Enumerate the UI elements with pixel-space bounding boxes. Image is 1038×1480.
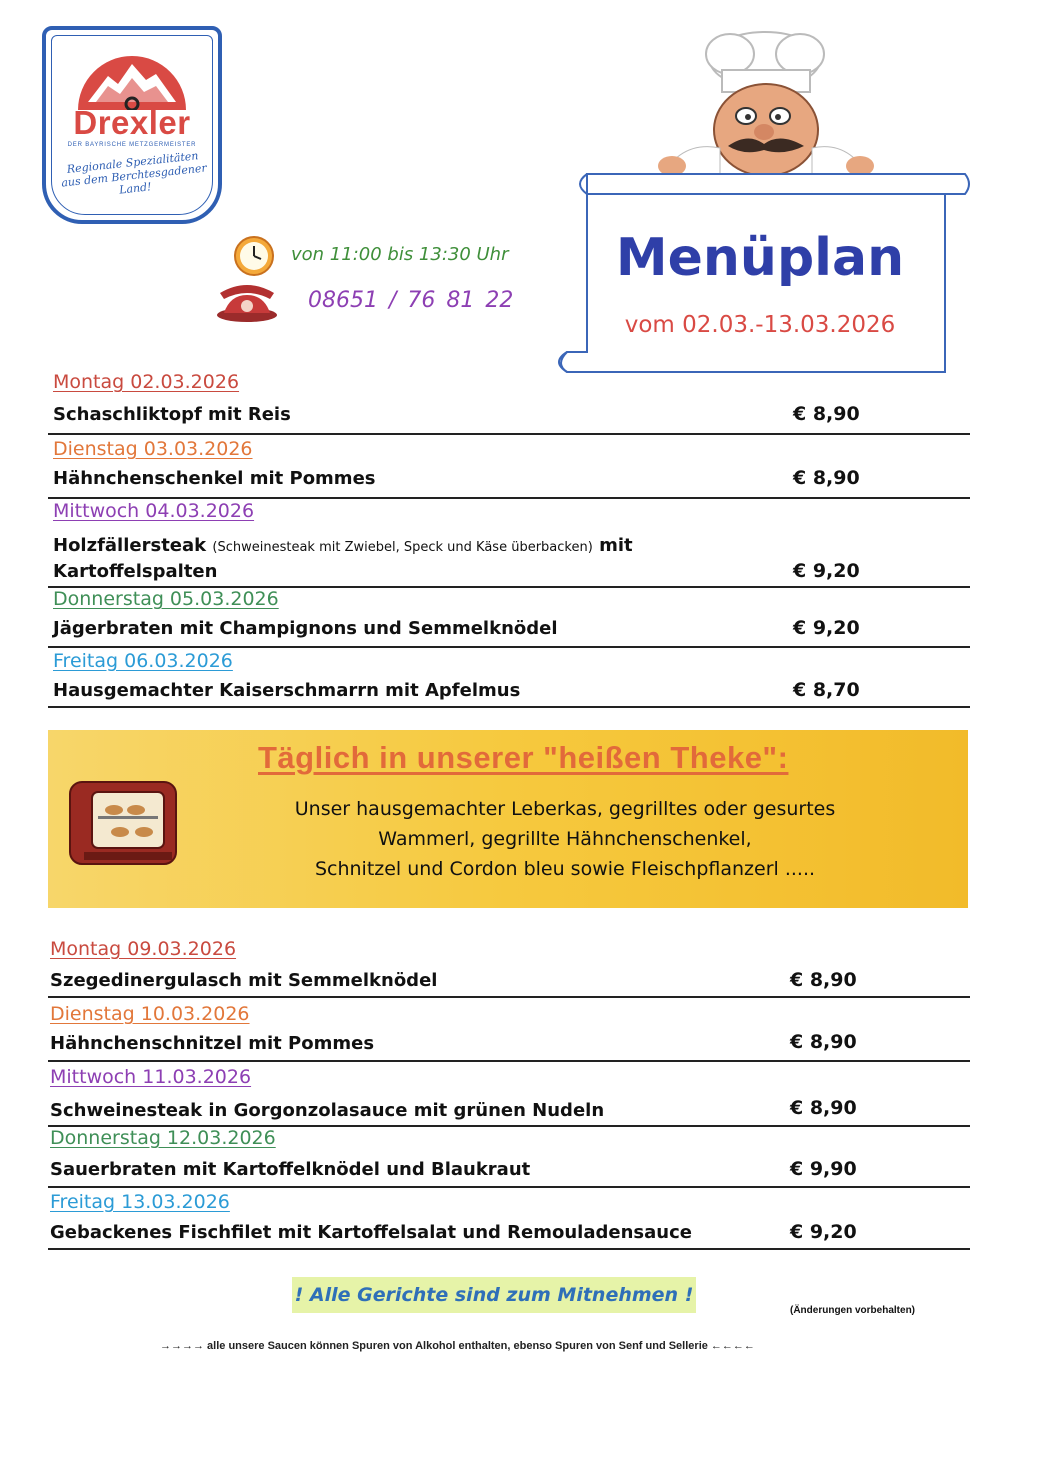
row-divider <box>48 706 970 708</box>
dish-continuation: mit <box>599 535 633 556</box>
day-heading: Montag 09.03.2026 <box>50 938 237 960</box>
logo-tagline: Regionale Spezialitäten aus dem Berchtesgadener Land! <box>60 149 208 197</box>
dish-name: Jägerbraten mit Champignons und Semmelknödel <box>53 618 558 639</box>
row-divider <box>48 497 970 499</box>
chef-icon <box>620 20 910 180</box>
hot-counter-title: Täglich in unserer "heißen Theke": <box>258 740 789 775</box>
dish-name: Gebackenes Fischfilet mit Kartoffelsalat und Remouladensauce <box>50 1222 692 1243</box>
row-divider <box>48 1186 970 1188</box>
day-heading: Dienstag 10.03.2026 <box>50 1003 250 1025</box>
day-heading: Mittwoch 04.03.2026 <box>53 500 255 522</box>
day-heading: Freitag 13.03.2026 <box>50 1191 230 1213</box>
dish-price: € 9,20 <box>790 1221 857 1243</box>
dish-name-line2: Kartoffelspalten <box>53 561 218 582</box>
day-heading: Dienstag 03.03.2026 <box>53 438 253 460</box>
date-range: vom 02.03.-13.03.2026 <box>624 312 896 338</box>
dish-price: € 8,70 <box>793 679 860 701</box>
dish-name: Szegedinergulasch mit Semmelknödel <box>50 970 438 991</box>
day-heading: Montag 02.03.2026 <box>53 371 240 393</box>
row-divider <box>48 996 970 998</box>
dish-price: € 8,90 <box>790 1031 857 1053</box>
allergen-notice: →→→→ alle unsere Saucen können Spuren von Alkohol enthalten, ebenso Spuren von Senf und Sellerie ←←←← <box>160 1340 755 1352</box>
phone-number[interactable]: 08651 / 76 81 22 <box>308 288 514 313</box>
dish-price: € 8,90 <box>793 403 860 425</box>
dish-price: € 9,90 <box>790 1158 857 1180</box>
day-heading: Mittwoch 11.03.2026 <box>50 1066 252 1088</box>
day-heading: Freitag 06.03.2026 <box>53 650 233 672</box>
day-heading: Donnerstag 05.03.2026 <box>53 588 279 610</box>
logo-brand: Drexler <box>73 104 191 141</box>
dish-name: Schweinesteak in Gorgonzolasauce mit grünen Nudeln <box>50 1100 605 1121</box>
dish-name: Sauerbraten mit Kartoffelknödel und Blaukraut <box>50 1159 531 1180</box>
drexler-logo <box>42 26 222 224</box>
hot-counter-line: Unser hausgemachter Leberkas, gegrilltes oder gesurtes <box>294 798 836 820</box>
row-divider <box>48 433 970 435</box>
dish-name: Hähnchenschnitzel mit Pommes <box>50 1033 375 1054</box>
row-divider <box>48 1060 970 1062</box>
page-title: Menüplan <box>615 228 905 288</box>
dish-price: € 8,90 <box>790 969 857 991</box>
hot-counter-line: Wammerl, gegrillte Hähnchenschenkel, <box>378 828 752 850</box>
day-heading: Donnerstag 12.03.2026 <box>50 1127 276 1149</box>
dish-note: (Schweinesteak mit Zwiebel, Speck und Käse überbacken) <box>212 540 593 555</box>
dish-name: Schaschliktopf mit Reis <box>53 404 291 425</box>
dish-price: € 9,20 <box>793 617 860 639</box>
dish-price: € 9,20 <box>793 560 860 582</box>
takeaway-notice: ! Alle Gerichte sind zum Mitnehmen ! <box>292 1277 696 1313</box>
clock-icon <box>230 235 278 277</box>
opening-hours: von 11:00 bis 13:30 Uhr <box>291 244 509 265</box>
dish-price: € 8,90 <box>793 467 860 489</box>
row-divider <box>48 646 970 648</box>
dish-price: € 8,90 <box>790 1097 857 1119</box>
dish-name: Hähnchenschenkel mit Pommes <box>53 468 376 489</box>
logo-subtitle: DER BAYRISCHE METZGERMEISTER <box>67 142 197 148</box>
row-divider <box>48 1248 970 1250</box>
dish-name: Hausgemachter Kaiserschmarrn mit Apfelmus <box>53 680 521 701</box>
dish-name <box>53 535 633 556</box>
changes-reserved-note: (Änderungen vorbehalten) <box>790 1305 916 1316</box>
dish-title: Holzfällersteak <box>53 535 207 556</box>
hot-counter-line: Schnitzel und Cordon bleu sowie Fleischpflanzerl ..... <box>314 858 816 880</box>
mountain-logo-icon <box>74 40 190 110</box>
oven-icon <box>64 772 184 872</box>
telephone-icon <box>214 279 280 323</box>
